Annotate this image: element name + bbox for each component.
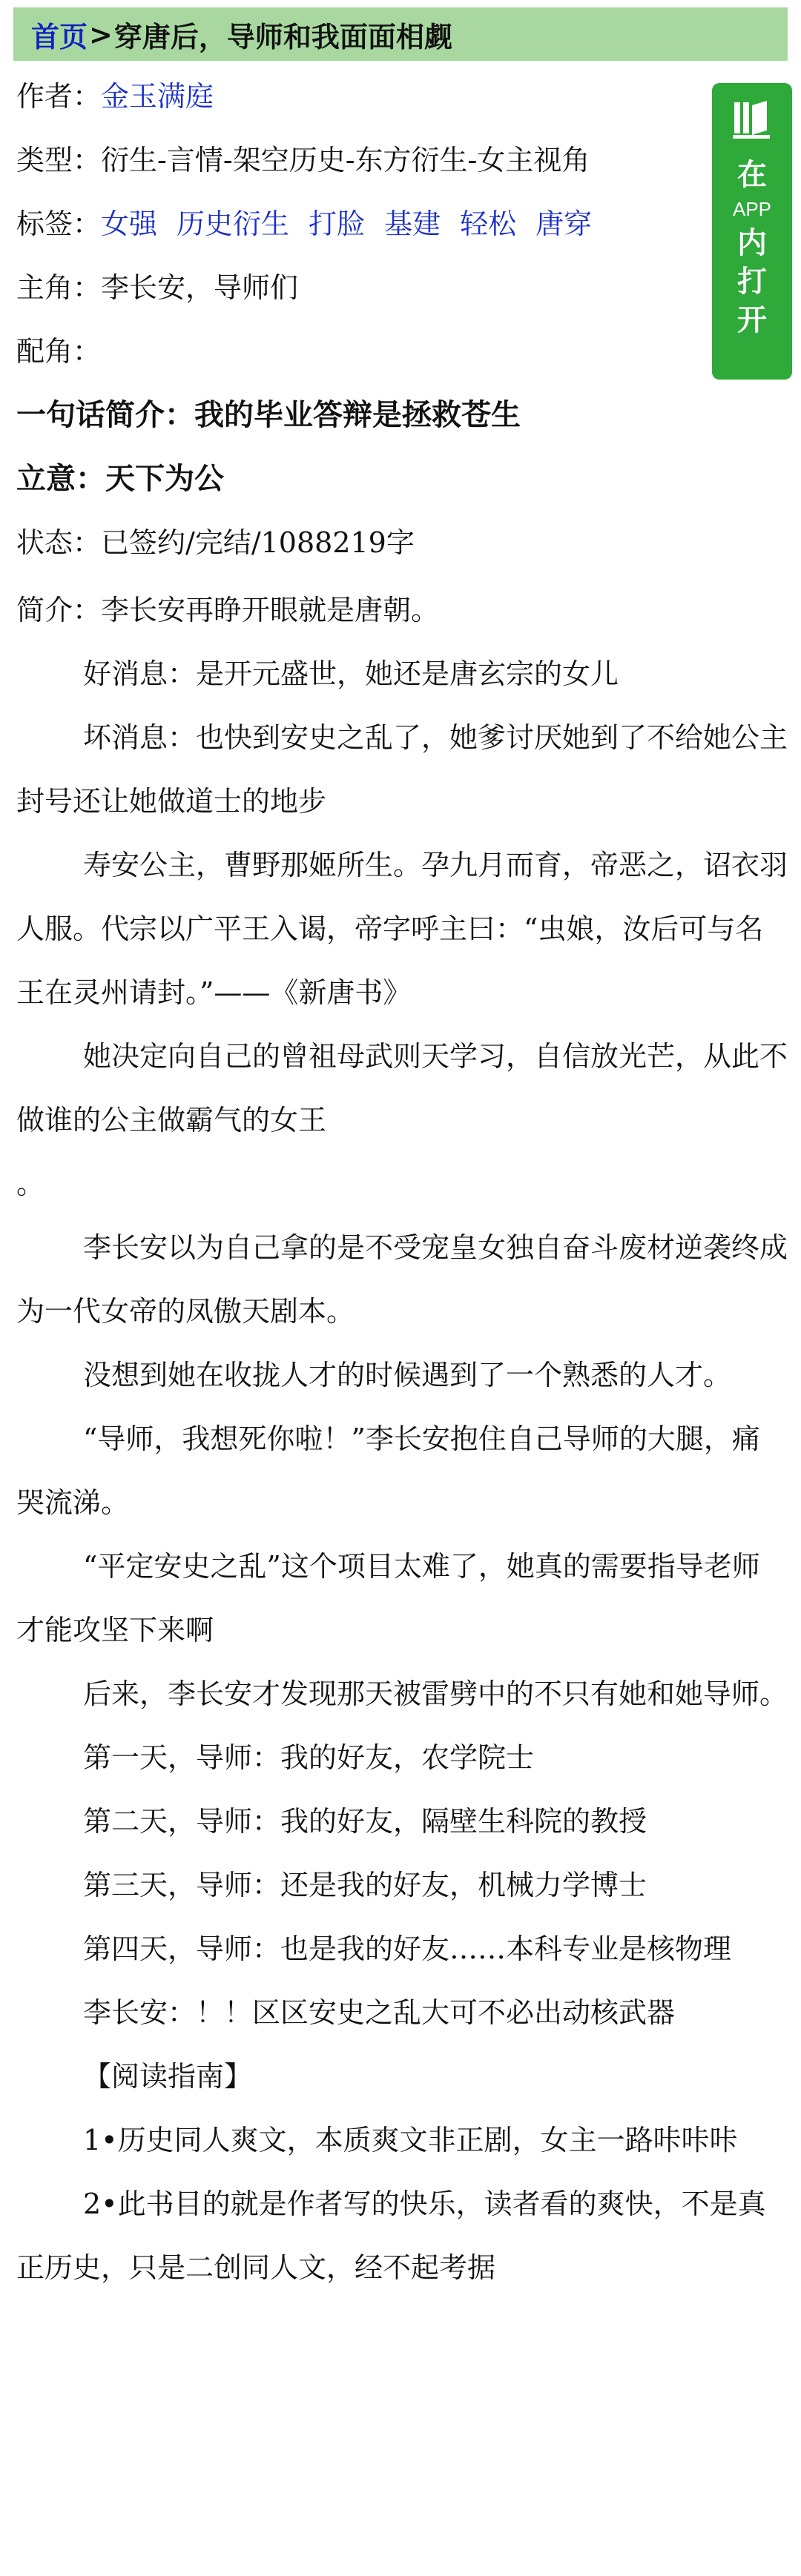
intro-paragraph: 没想到她在收拢人才的时候遇到了一个熟悉的人才。 (83, 1359, 732, 1391)
author-label: 作者： (16, 80, 102, 113)
reading-guide-heading: 【阅读指南】 (83, 2060, 253, 2093)
type-label: 类型： (16, 144, 102, 176)
status-row (16, 523, 415, 562)
lead-value: 李长安，导师们 (101, 271, 299, 304)
intro-paragraph: 第二天，导师：我的好友，隔壁生科院的教授 (83, 1805, 647, 1838)
intro-paragraph: “平定安史之乱”这个项目太难了，她真的需要指导老师才能攻坚下来啊 (16, 1550, 760, 1646)
type-row (16, 141, 590, 179)
intro-paragraph: 后来，李长安才发现那天被雷劈中的不只有她和她导师。 (83, 1678, 788, 1710)
app-button-char: 开 (737, 303, 767, 337)
type-value: 衍生-言情-架空历史-东方衍生-女主视角 (101, 144, 590, 176)
intro-paragraph: 第四天，导师：也是我的好友……本科专业是核物理 (83, 1933, 732, 1965)
app-button-char: 在 (737, 158, 767, 192)
app-button-char: 内 (737, 226, 767, 260)
intro-paragraph: “导师，我想死你啦！”李长安抱住自己导师的大腿，痛哭流涕。 (16, 1423, 760, 1519)
oneline-label: 一句话简介： (16, 397, 194, 432)
author-link[interactable]: 金玉满庭 (101, 80, 214, 113)
status-value: 已签约/完结/1088219字 (101, 526, 415, 559)
intro-paragraph: 李长安：！！区区安史之乱大可不必出动核武器 (83, 1996, 676, 2029)
intro-paragraph: 李长安以为自己拿的是不受宠皇女独自奋斗废材逆袭终成为一代女帝的凤傲天剧本。 (16, 1231, 788, 1328)
intro-paragraph: 。 (16, 1168, 45, 1200)
support-label: 配角： (16, 335, 102, 368)
tag-link[interactable]: 唐穿 (535, 208, 593, 240)
status-label: 状态： (16, 526, 102, 559)
intro-paragraph: 第一天，导师：我的好友，农学院士 (83, 1741, 535, 1774)
book-title: 穿唐后，导师和我面面相觑 (113, 19, 452, 53)
intro-paragraph: 寿安公主，曹野那姬所生。孕九月而育，帝恶之，诏衣羽人服。代宗以广平王入谒，帝字呼主曰：“虫娘，汝后可与名王在灵州请封。”——《新唐书》 (16, 849, 788, 1009)
intro-paragraph: 1•历史同人爽文，本质爽文非正剧，女主一路咔咔咔 (83, 2124, 738, 2156)
app-button-app: APP (732, 198, 772, 220)
intro-paragraph: 2•此书目的就是作者写的快乐，读者看的爽快，不是真正历史，只是二创同人文，经不起考据 (16, 2188, 766, 2284)
theme-value: 天下为公 (105, 461, 224, 496)
breadcrumb-separator: > (89, 17, 113, 51)
theme-row (16, 460, 224, 498)
open-in-app-button[interactable] (712, 83, 792, 380)
tag-link[interactable]: 打脸 (309, 208, 366, 240)
intro-paragraph: 好消息：是开元盛世，她还是唐玄宗的女儿 (83, 658, 619, 690)
oneline-row (16, 396, 521, 434)
tag-link[interactable]: 轻松 (460, 208, 517, 240)
lead-label: 主角： (16, 271, 102, 304)
author-row (16, 77, 214, 116)
page-header (13, 7, 788, 61)
book-icon (730, 98, 774, 142)
intro-text: 李长安再睁开眼就是唐朝。 (101, 594, 440, 626)
app-button-char: 打 (737, 265, 767, 299)
tag-link[interactable]: 历史衍生 (177, 208, 290, 240)
lead-row (16, 268, 298, 307)
intro-paragraph: 她决定向自己的曾祖母武则天学习，自信放光芒，从此不做谁的公主做霸气的女王 (16, 1040, 788, 1136)
theme-label: 立意： (16, 461, 105, 496)
intro-paragraph: 第三天，导师：还是我的好友，机械力学博士 (83, 1869, 647, 1901)
intro-section (16, 578, 788, 2299)
intro-paragraph (16, 578, 788, 642)
tags-row (16, 205, 611, 243)
home-link[interactable]: 首页 (31, 19, 88, 53)
intro-paragraph: 坏消息：也快到安史之乱了，她爹讨厌她到了不给她公主封号还让她做道士的地步 (16, 721, 788, 818)
oneline-value: 我的毕业答辩是拯救苍生 (194, 397, 521, 432)
tag-link[interactable]: 女强 (101, 208, 158, 240)
tags-label: 标签： (16, 208, 102, 240)
support-row (16, 332, 101, 371)
tag-link[interactable]: 基建 (384, 208, 441, 240)
intro-label: 简介： (16, 594, 102, 626)
